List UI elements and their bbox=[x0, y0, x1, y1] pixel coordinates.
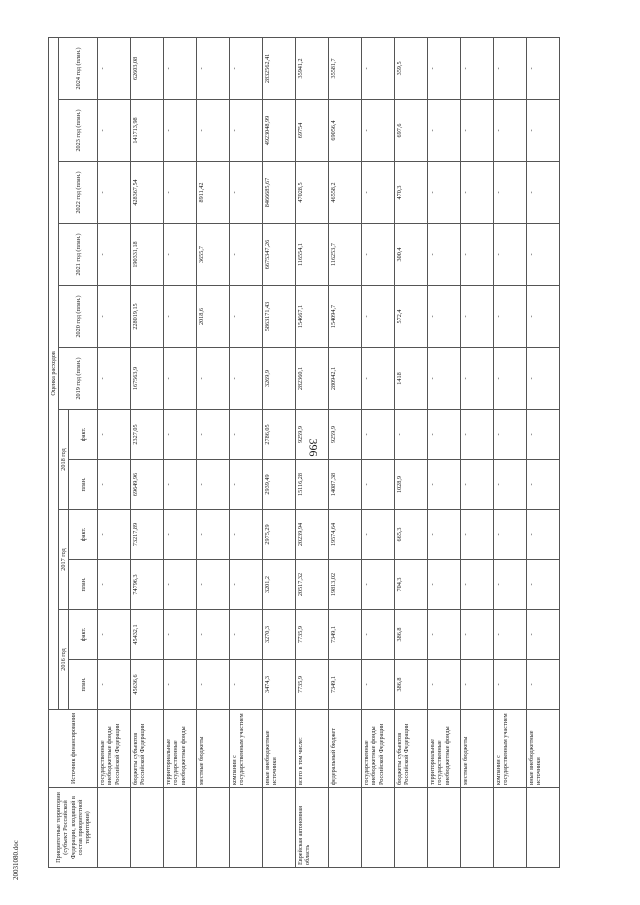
value-cell: - bbox=[197, 610, 230, 660]
value-cell: - bbox=[494, 560, 527, 610]
value-cell: 704,3 bbox=[395, 560, 428, 610]
source-cell: местные бюджеты bbox=[197, 710, 230, 788]
value-cell: 19813,02 bbox=[329, 560, 362, 610]
value-cell: 7349,1 bbox=[329, 660, 362, 710]
page-number: 396 bbox=[306, 438, 321, 457]
source-cell: иные внебюджетные источники bbox=[263, 710, 296, 788]
value-cell: - bbox=[362, 410, 395, 460]
value-cell: 2939,49 bbox=[263, 460, 296, 510]
value-cell: - bbox=[428, 224, 461, 286]
value-cell: - bbox=[230, 286, 263, 348]
value-cell: - bbox=[461, 410, 494, 460]
value-cell: - bbox=[164, 610, 197, 660]
value-cell: 45432,1 bbox=[131, 610, 164, 660]
value-cell: 154667,1 bbox=[296, 286, 329, 348]
value-cell: - bbox=[494, 660, 527, 710]
value-cell: - bbox=[230, 37, 263, 99]
source-cell: федеральный бюджет bbox=[329, 710, 362, 788]
value-cell: - bbox=[494, 410, 527, 460]
value-cell: - bbox=[164, 37, 197, 99]
source-cell: компании с государственным участием bbox=[230, 710, 263, 788]
value-cell: 8466685,67 bbox=[263, 162, 296, 224]
value-cell: - bbox=[428, 37, 461, 99]
value-cell: - bbox=[362, 224, 395, 286]
year-2019-header: 2019 год (план.) bbox=[59, 348, 98, 410]
value-cell: - bbox=[461, 460, 494, 510]
value-cell: 2786,05 bbox=[263, 410, 296, 460]
table-body bbox=[98, 37, 560, 867]
value-cell: 359,5 bbox=[395, 37, 428, 99]
value-cell: 46558,2 bbox=[329, 162, 362, 224]
value-cell: - bbox=[230, 510, 263, 560]
source-header: Источник финансирования bbox=[49, 710, 98, 788]
value-cell: 2975,29 bbox=[263, 510, 296, 560]
value-cell: 4923048,99 bbox=[263, 100, 296, 162]
value-cell: 69649,96 bbox=[131, 460, 164, 510]
estimate-header: Оценка расходов bbox=[49, 37, 59, 709]
value-cell: - bbox=[164, 162, 197, 224]
value-cell: 2018,6 bbox=[197, 286, 230, 348]
value-cell: 300,4 bbox=[395, 224, 428, 286]
table-row bbox=[263, 37, 296, 867]
territory-cell: Еврейская автономная область bbox=[296, 788, 329, 868]
value-cell: - bbox=[494, 610, 527, 660]
value-cell: 14087,38 bbox=[329, 460, 362, 510]
territory-cell bbox=[428, 788, 461, 868]
value-cell: - bbox=[527, 37, 560, 99]
table-row bbox=[230, 37, 263, 867]
value-cell: - bbox=[428, 410, 461, 460]
territory-cell bbox=[98, 788, 131, 868]
value-cell: 45636,6 bbox=[131, 660, 164, 710]
value-cell: 35581,7 bbox=[329, 37, 362, 99]
table-row bbox=[197, 37, 230, 867]
year-2016-header: 2016 год bbox=[59, 610, 69, 710]
value-cell: - bbox=[527, 410, 560, 460]
value-cell: - bbox=[527, 100, 560, 162]
value-cell: - bbox=[527, 660, 560, 710]
value-cell: - bbox=[362, 286, 395, 348]
territory-cell bbox=[527, 788, 560, 868]
value-cell: 470,3 bbox=[395, 162, 428, 224]
value-cell: - bbox=[164, 560, 197, 610]
value-cell: 141713,98 bbox=[131, 100, 164, 162]
table-row bbox=[98, 37, 131, 867]
value-cell: 62603,08 bbox=[131, 37, 164, 99]
value-cell: 6675347,26 bbox=[263, 224, 296, 286]
value-cell: - bbox=[527, 610, 560, 660]
value-cell: - bbox=[98, 660, 131, 710]
value-cell: - bbox=[527, 460, 560, 510]
value-cell: 697,6 bbox=[395, 100, 428, 162]
value-cell: - bbox=[362, 100, 395, 162]
table-row bbox=[329, 37, 362, 867]
value-cell: - bbox=[98, 510, 131, 560]
value-cell: - bbox=[98, 37, 131, 99]
value-cell: 3269,9 bbox=[263, 348, 296, 410]
source-cell: государственные внебюджетные фонды Российской Федерации bbox=[98, 710, 131, 788]
value-cell: - bbox=[230, 162, 263, 224]
value-cell: - bbox=[527, 510, 560, 560]
value-cell: 7735,9 bbox=[296, 610, 329, 660]
value-cell: 35941,2 bbox=[296, 37, 329, 99]
value-cell: 69754 bbox=[296, 100, 329, 162]
value-cell: - bbox=[428, 560, 461, 610]
value-cell: - bbox=[461, 560, 494, 610]
value-cell: - bbox=[197, 560, 230, 610]
value-cell: 116253,7 bbox=[329, 224, 362, 286]
value-cell: - bbox=[230, 560, 263, 610]
value-cell: 3655,7 bbox=[197, 224, 230, 286]
plan-2018-header: план. bbox=[69, 460, 98, 510]
value-cell: 9259,9 bbox=[329, 410, 362, 460]
value-cell: - bbox=[527, 224, 560, 286]
value-cell: - bbox=[362, 162, 395, 224]
value-cell: - bbox=[197, 100, 230, 162]
value-cell: 7349,1 bbox=[329, 610, 362, 660]
value-cell: - bbox=[164, 348, 197, 410]
source-cell: бюджеты субъектов Российской Федерации bbox=[395, 710, 428, 788]
table-row bbox=[296, 37, 329, 867]
value-cell: - bbox=[230, 460, 263, 510]
expenditure-table-rotated bbox=[48, 38, 608, 868]
fact-2017-header: факт. bbox=[69, 510, 98, 560]
value-cell: - bbox=[428, 510, 461, 560]
value-cell: - bbox=[362, 660, 395, 710]
value-cell: - bbox=[98, 224, 131, 286]
table-row bbox=[395, 37, 428, 867]
value-cell: - bbox=[362, 610, 395, 660]
value-cell: - bbox=[395, 410, 428, 460]
value-cell: 282360,1 bbox=[296, 348, 329, 410]
territory-cell bbox=[263, 788, 296, 868]
value-cell: 15116,28 bbox=[296, 460, 329, 510]
territory-cell bbox=[494, 788, 527, 868]
value-cell: - bbox=[461, 162, 494, 224]
value-cell: - bbox=[461, 348, 494, 410]
source-cell: территориальные государственные внебюджетные фонды bbox=[428, 710, 461, 788]
source-cell: компании с государственным участием bbox=[494, 710, 527, 788]
value-cell: - bbox=[362, 560, 395, 610]
value-cell: - bbox=[428, 660, 461, 710]
value-cell: - bbox=[98, 460, 131, 510]
value-cell: - bbox=[461, 286, 494, 348]
value-cell: 386,8 bbox=[395, 610, 428, 660]
value-cell: - bbox=[98, 610, 131, 660]
value-cell: - bbox=[197, 460, 230, 510]
value-cell: - bbox=[197, 410, 230, 460]
value-cell: - bbox=[428, 162, 461, 224]
value-cell: - bbox=[494, 510, 527, 560]
value-cell: - bbox=[494, 224, 527, 286]
value-cell: - bbox=[428, 100, 461, 162]
value-cell: - bbox=[164, 224, 197, 286]
value-cell: 47028,5 bbox=[296, 162, 329, 224]
source-cell: бюджеты субъектов Российской Федерации bbox=[131, 710, 164, 788]
value-cell: 1418 bbox=[395, 348, 428, 410]
value-cell: - bbox=[164, 460, 197, 510]
value-cell: 167563,9 bbox=[131, 348, 164, 410]
value-cell: 280942,1 bbox=[329, 348, 362, 410]
territory-cell bbox=[395, 788, 428, 868]
value-cell: - bbox=[461, 610, 494, 660]
value-cell: 20517,32 bbox=[296, 560, 329, 610]
value-cell: - bbox=[494, 460, 527, 510]
value-cell: - bbox=[362, 510, 395, 560]
value-cell: 3201,2 bbox=[263, 560, 296, 610]
value-cell: - bbox=[428, 460, 461, 510]
value-cell: - bbox=[494, 162, 527, 224]
year-2022-header: 2022 год (план.) bbox=[59, 162, 98, 224]
table-row bbox=[131, 37, 164, 867]
value-cell: 8911,42 bbox=[197, 162, 230, 224]
value-cell: 386,8 bbox=[395, 660, 428, 710]
fact-2016-header: факт. bbox=[69, 610, 98, 660]
value-cell: - bbox=[362, 37, 395, 99]
value-cell: - bbox=[230, 610, 263, 660]
value-cell: - bbox=[230, 224, 263, 286]
value-cell: - bbox=[494, 348, 527, 410]
value-cell: 9259,9 bbox=[296, 410, 329, 460]
value-cell: 7735,9 bbox=[296, 660, 329, 710]
value-cell: - bbox=[527, 286, 560, 348]
value-cell: - bbox=[527, 348, 560, 410]
value-cell: 69056,4 bbox=[329, 100, 362, 162]
value-cell: - bbox=[494, 100, 527, 162]
territory-header: Приоритетные территории (субъект Российской Федерации, входящий в состав приоритетной территории) bbox=[49, 788, 98, 868]
year-2021-header: 2021 год (план.) bbox=[59, 224, 98, 286]
value-cell: - bbox=[230, 410, 263, 460]
year-2024-header: 2024 год (план.) bbox=[59, 37, 98, 99]
table-row bbox=[494, 37, 527, 867]
value-cell: - bbox=[527, 162, 560, 224]
value-cell: - bbox=[527, 560, 560, 610]
value-cell: 428367,54 bbox=[131, 162, 164, 224]
territory-cell bbox=[164, 788, 197, 868]
value-cell: 116554,1 bbox=[296, 224, 329, 286]
value-cell: - bbox=[164, 660, 197, 710]
value-cell: - bbox=[197, 660, 230, 710]
territory-cell bbox=[329, 788, 362, 868]
value-cell: - bbox=[362, 460, 395, 510]
value-cell: - bbox=[461, 100, 494, 162]
year-2017-header: 2017 год bbox=[59, 510, 69, 610]
value-cell: - bbox=[98, 100, 131, 162]
value-cell: - bbox=[461, 660, 494, 710]
plan-2016-header: план. bbox=[69, 660, 98, 710]
territory-cell bbox=[362, 788, 395, 868]
value-cell: - bbox=[164, 286, 197, 348]
territory-cell bbox=[197, 788, 230, 868]
table-row bbox=[362, 37, 395, 867]
table-row bbox=[461, 37, 494, 867]
value-cell: - bbox=[164, 100, 197, 162]
value-cell: - bbox=[494, 37, 527, 99]
value-cell: 20239,94 bbox=[296, 510, 329, 560]
table-row bbox=[428, 37, 461, 867]
source-cell: государственные внебюджетные фонды Российской Федерации bbox=[362, 710, 395, 788]
value-cell: - bbox=[98, 410, 131, 460]
footer-filename: 20031080.doc bbox=[12, 840, 20, 880]
expenditure-table bbox=[48, 37, 560, 868]
value-cell: - bbox=[461, 37, 494, 99]
value-cell: - bbox=[98, 560, 131, 610]
value-cell: 190331,18 bbox=[131, 224, 164, 286]
value-cell: - bbox=[164, 510, 197, 560]
value-cell: 73217,89 bbox=[131, 510, 164, 560]
source-cell: местные бюджеты bbox=[461, 710, 494, 788]
value-cell: 2327,05 bbox=[131, 410, 164, 460]
value-cell: 1028,9 bbox=[395, 460, 428, 510]
year-2020-header: 2020 год (план.) bbox=[59, 286, 98, 348]
table-row bbox=[164, 37, 197, 867]
value-cell: 74796,3 bbox=[131, 560, 164, 610]
value-cell: 3270,3 bbox=[263, 610, 296, 660]
value-cell: - bbox=[362, 348, 395, 410]
value-cell: - bbox=[98, 286, 131, 348]
value-cell: 3474,3 bbox=[263, 660, 296, 710]
value-cell: - bbox=[428, 610, 461, 660]
value-cell: 2832562,41 bbox=[263, 37, 296, 99]
value-cell: - bbox=[428, 348, 461, 410]
source-cell: всего в том числе: bbox=[296, 710, 329, 788]
value-cell: - bbox=[164, 410, 197, 460]
value-cell: - bbox=[461, 510, 494, 560]
value-cell: 154094,7 bbox=[329, 286, 362, 348]
value-cell: - bbox=[230, 100, 263, 162]
value-cell: - bbox=[197, 348, 230, 410]
value-cell: 572,4 bbox=[395, 286, 428, 348]
value-cell: - bbox=[428, 286, 461, 348]
plan-2017-header: план. bbox=[69, 560, 98, 610]
value-cell: - bbox=[461, 224, 494, 286]
value-cell: - bbox=[494, 286, 527, 348]
territory-cell bbox=[461, 788, 494, 868]
value-cell: - bbox=[98, 348, 131, 410]
value-cell: - bbox=[230, 660, 263, 710]
value-cell: 5863171,43 bbox=[263, 286, 296, 348]
value-cell: 19574,64 bbox=[329, 510, 362, 560]
territory-cell bbox=[230, 788, 263, 868]
value-cell: - bbox=[230, 348, 263, 410]
fact-2018-header: факт. bbox=[69, 410, 98, 460]
source-cell: иные внебюджетные источники bbox=[527, 710, 560, 788]
value-cell: 228019,15 bbox=[131, 286, 164, 348]
value-cell: 665,3 bbox=[395, 510, 428, 560]
value-cell: - bbox=[98, 162, 131, 224]
value-cell: - bbox=[197, 37, 230, 99]
value-cell: - bbox=[197, 510, 230, 560]
year-2018-header: 2018 год bbox=[59, 410, 69, 510]
year-2023-header: 2023 год (план.) bbox=[59, 100, 98, 162]
source-cell: территориальные государственные внебюджетные фонды bbox=[164, 710, 197, 788]
territory-cell bbox=[131, 788, 164, 868]
table-row bbox=[527, 37, 560, 867]
